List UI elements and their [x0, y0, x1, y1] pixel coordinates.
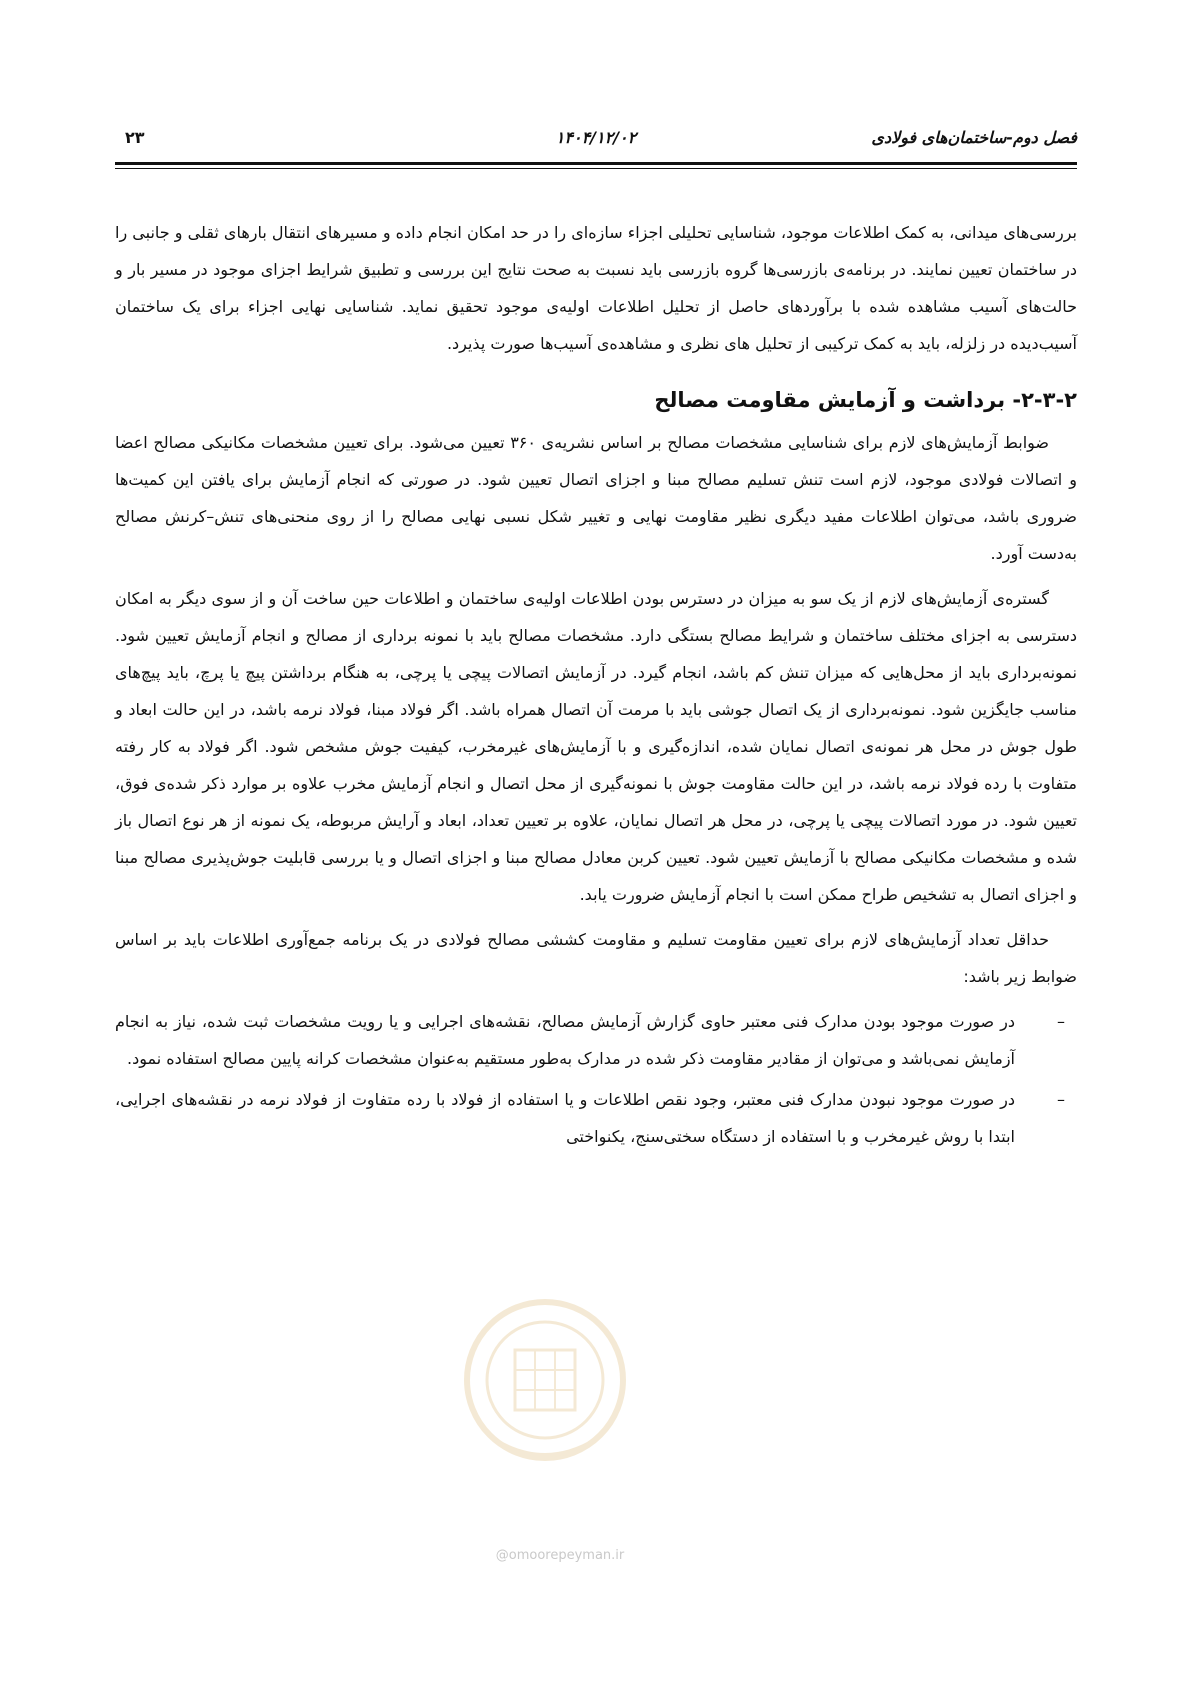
header-rule-thick	[115, 162, 1077, 165]
list-item-text: در صورت موجود نبودن مدارک فنی معتبر، وجود نقص اطلاعات و یا استفاده از فولاد با رده متفاوت از فولاد نرمه در نقشه‌های اجرایی، ابتدا با روش غیرمخرب و با استفاده از دستگاه سختی‌سنج، یکنواختی	[115, 1090, 1015, 1146]
bullet-dash: –	[1057, 1012, 1065, 1031]
page-header	[115, 128, 1077, 162]
header-date: ۱۴۰۴/۱۲/۰۲	[555, 128, 637, 147]
paragraph: گستره‌ی آزمایش‌های لازم از یک سو به میزان در دسترس بودن اطلاعات اولیه‌ی ساختمان و اطلاعات حین ساخت آن و از سوی دیگر به امکان دسترسی به اجزای مختلف ساختمان و شرایط مصالح بستگی دارد. مشخصات مصالح باید با نمونه برداری از مصالح و انجام آزمایش تعیین شود. نمونه‌برداری باید از محل‌هایی که میزان تنش کم باشد، انجام گیرد. در آزمایش اتصالات پیچی یا پرچی، به هنگام برداشتن پیچ یا پرچ، باید پیچ‌های مناسب جایگزین شود. نمونه‌برداری از یک اتصال جوشی باید با مرمت آن اتصال همراه باشد. اگر فولاد مبنا، فولاد نرمه باشد، در این حالت ابعاد و طول جوش در محل هر نمونه‌ی اتصال نمایان شده، اندازه‌گیری و با آزمایش‌های غیرمخرب، کیفیت جوش مشخص شود. اگر فولاد به کار رفته متفاوت با رده فولاد نرمه باشد، در این حالت مقاومت جوش با نمونه‌گیری از محل اتصال و انجام آزمایش مخرب علاوه بر موارد ذکر شده‌ی فوق، تعیین شود. در مورد اتصالات پیچی یا پرچی، در محل هر اتصال نمایان، علاوه بر تعیین تعداد، ابعاد و آرایش مربوطه، یک نمونه از هر نوع اتصال باز شده و مشخصات مکانیکی مصالح با آزمایش تعیین شود. تعیین کربن معادل مصالح مبنا و اجزای اتصال و یا بررسی قابلیت جوش‌پذیری مصالح مبنا و اجزای اتصال به تشخیص طراح ممکن است با انجام آزمایش ضرورت یابد.	[115, 589, 1077, 904]
paragraph: حداقل تعداد آزمایش‌های لازم برای تعیین مقاومت تسلیم و مقاومت کششی مصالح فولادی در یک برنامه جمع‌آوری اطلاعات باید بر اساس ضوابط زیر باشد:	[115, 930, 1077, 986]
chapter-title: فصل دوم-ساختمان‌های فولادی	[871, 128, 1077, 147]
header-rule-thin	[115, 168, 1077, 169]
bullet-dash: –	[1057, 1090, 1065, 1109]
list-item-text: در صورت موجود بودن مدارک فنی معتبر حاوی گزارش آزمایش مصالح، نقشه‌های اجرایی و یا رویت مشخصات ثبت شده، نیاز به انجام آزمایش نمی‌باشد و می‌توان از مقادیر مقاومت ذکر شده در مدارک به‌طور مستقیم به‌عنوان مشخصات کرانه پایین مصالح استفاده نمود.	[115, 1012, 1015, 1068]
list-item	[115, 1003, 1077, 1077]
paragraph: ضوابط آزمایش‌های لازم برای شناسایی مشخصات مصالح بر اساس نشریه‌ی ۳۶۰ تعیین می‌شود. برای تعیین مشخصات مکانیکی مصالح اعضا و اتصالات فولادی موجود، لازم است تنش تسلیم مصالح مبنا و اجزای اتصال تعیین شود. در صورتی که انجام آزمایش برای یافتن این کمیت‌ها ضروری باشد، می‌توان اطلاعات مفید دیگری نظیر مقاومت نهایی و تغییر شکل نسبی نهایی مصالح را از روی منحنی‌های تنش–کرنش مصالح به‌دست آورد.	[115, 433, 1077, 563]
watermark-emblem-icon	[455, 1290, 635, 1480]
body-content	[115, 214, 1077, 1159]
intro-paragraph: بررسی‌های میدانی، به کمک اطلاعات موجود، شناسایی تحلیلی اجزاء سازه‌ای را در حد امکان انجام داده و مسیرهای انتقال بارهای ثقلی و جانبی را در ساختمان تعیین نمایند. در برنامه‌ی بازرسی‌ها گروه بازرسی باید نسبت به صحت نتایج این بررسی و تطبیق شرایط اجزای موجود در مسیر بار و حالت‌های آسیب مشاهده شده با برآوردهای حاصل از تحلیل اطلاعات اولیه‌ی موجود تحقیق نماید. شناسایی نهایی اجزاء برای یک ساختمان آسیب‌دیده در زلزله، باید به کمک ترکیبی از تحلیل های نظری و مشاهده‌ی آسیب‌ها صورت پذیرد.	[115, 223, 1077, 353]
requirements-list	[115, 1003, 1077, 1155]
list-item	[115, 1081, 1077, 1155]
watermark-url: @omoorepeyman.ir	[495, 1548, 625, 1563]
page-number: ۲۳	[125, 128, 145, 147]
section-heading: ۲-۳-۲- برداشت و آزمایش مقاومت مصالح	[654, 388, 1077, 412]
